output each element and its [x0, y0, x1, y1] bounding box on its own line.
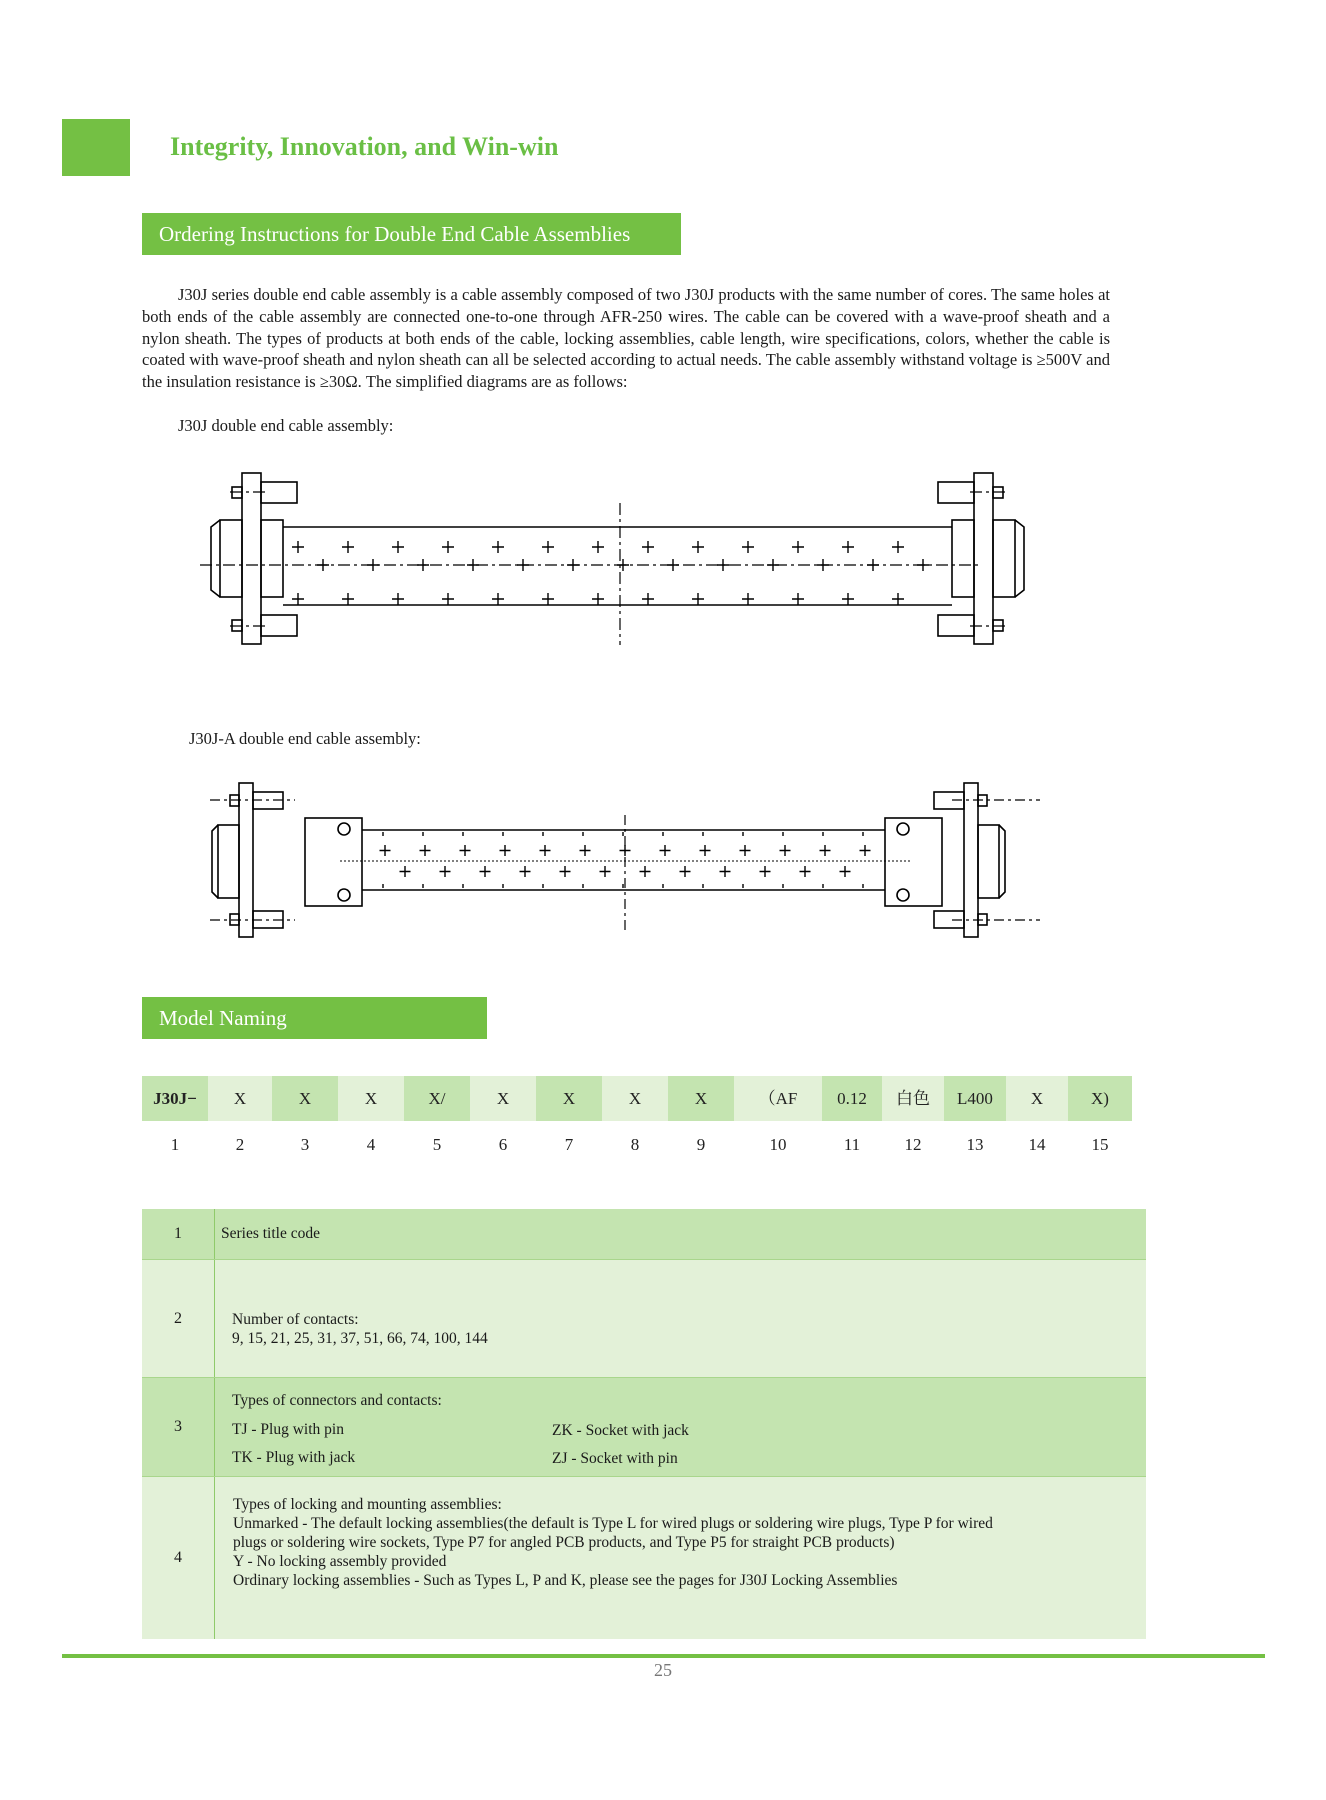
diagram1-caption: J30J double end cable assembly: [178, 416, 394, 435]
section-heading-ordering: Ordering Instructions for Double End Cable Assemblies [142, 213, 681, 255]
position-number: 4 [366, 1135, 376, 1154]
code-cell: X [208, 1076, 272, 1121]
model-code-row [142, 1076, 1142, 1121]
spec-row-text [215, 1378, 1146, 1476]
spec-line: TJ - Plug with pin [232, 1421, 344, 1438]
position-number: 7 [564, 1135, 574, 1154]
position-number: 14 [1028, 1135, 1046, 1154]
position-number: 5 [432, 1135, 442, 1154]
intro-paragraph [142, 284, 1110, 393]
code-cell: 0.12 [822, 1076, 882, 1121]
section-heading-model-naming: Model Naming [142, 997, 487, 1039]
spec-row-number: 2 [142, 1260, 215, 1377]
spec-line: Unmarked - The default locking assemblies(the default is Type L for wired plugs or soldering wire plugs, Type P for wired [233, 1515, 993, 1532]
spec-row-number: 4 [142, 1477, 215, 1639]
intro-text: J30J series double end cable assembly is a cable assembly composed of two J30J products with the same number of cores. The same holes at both ends of the cable assembly are connected one-to-one through AFR-250 wires. The cable can be covered with a wave-proof sheath and a nylon sheath. The types of products at both ends of the cable, locking assemblies, cable length, wire specifications, colors, whether the cable is coated with wave-proof sheath and nylon sheath can all be selected according to actual needs. The cable assembly withstand voltage is ≥500V and the insulation resistance is ≥30Ω. The simplified diagrams are as follows: [142, 285, 1110, 392]
spec-row [142, 1477, 1146, 1639]
spec-table [142, 1209, 1146, 1639]
spec-line: ZK - Socket with jack [552, 1422, 689, 1439]
j30j-cable-diagram [195, 465, 1045, 655]
code-cell: J30J− [142, 1076, 208, 1121]
code-cell: L400 [944, 1076, 1006, 1121]
position-number: 6 [498, 1135, 508, 1154]
footer-divider [62, 1654, 1265, 1658]
position-number: 10 [769, 1135, 787, 1154]
header-accent-block [62, 119, 130, 176]
code-cell: X/ [404, 1076, 470, 1121]
code-cell: X [668, 1076, 734, 1121]
code-cell: X [536, 1076, 602, 1121]
spec-row [142, 1377, 1146, 1477]
spec-line: plugs or soldering wire sockets, Type P7 for angled PCB products, and Type P5 for straight PCB products) [233, 1534, 895, 1551]
code-cell: X [1006, 1076, 1068, 1121]
position-number: 11 [843, 1135, 861, 1154]
spec-line: TK - Plug with jack [232, 1449, 356, 1466]
code-cell: X [470, 1076, 536, 1121]
spec-line: Number of contacts: [232, 1311, 359, 1328]
code-cell: X) [1068, 1076, 1132, 1121]
position-number: 8 [630, 1135, 640, 1154]
position-number: 2 [235, 1135, 245, 1154]
spec-line: 9, 15, 21, 25, 31, 37, 51, 66, 74, 100, 144 [232, 1330, 488, 1347]
code-cell: 白色 [882, 1076, 944, 1121]
spec-row-number: 1 [142, 1209, 215, 1259]
spec-line: Y - No locking assembly provided [233, 1553, 447, 1570]
j30j-a-cable-diagram [210, 780, 1040, 940]
spec-row [142, 1209, 1146, 1260]
code-cell: （AF [734, 1076, 822, 1121]
spec-line: ZJ - Socket with pin [552, 1450, 678, 1467]
code-cell: X [338, 1076, 404, 1121]
spec-row-text: Series title code [221, 1225, 320, 1242]
code-cell: X [602, 1076, 668, 1121]
spec-line: Types of locking and mounting assemblies: [233, 1496, 502, 1513]
position-number: 12 [904, 1135, 922, 1154]
position-number: 15 [1091, 1135, 1109, 1154]
spec-line: Types of connectors and contacts: [232, 1392, 442, 1409]
spec-row [142, 1260, 1146, 1377]
spec-row-number: 3 [142, 1378, 215, 1476]
diagram2-caption: J30J-A double end cable assembly: [189, 729, 421, 748]
position-number: 13 [966, 1135, 984, 1154]
position-number: 3 [300, 1135, 310, 1154]
spec-row-text [215, 1477, 1146, 1639]
position-number: 9 [696, 1135, 706, 1154]
spec-line: Ordinary locking assemblies - Such as Types L, P and K, please see the pages for J30J Locking Assemblies [233, 1572, 898, 1589]
model-code-positions [142, 1135, 1142, 1159]
spec-row-text [215, 1260, 1146, 1377]
page-title: Integrity, Innovation, and Win-win [170, 132, 559, 161]
page-number: 25 [654, 1660, 672, 1680]
code-cell: X [272, 1076, 338, 1121]
position-number: 1 [170, 1135, 180, 1154]
